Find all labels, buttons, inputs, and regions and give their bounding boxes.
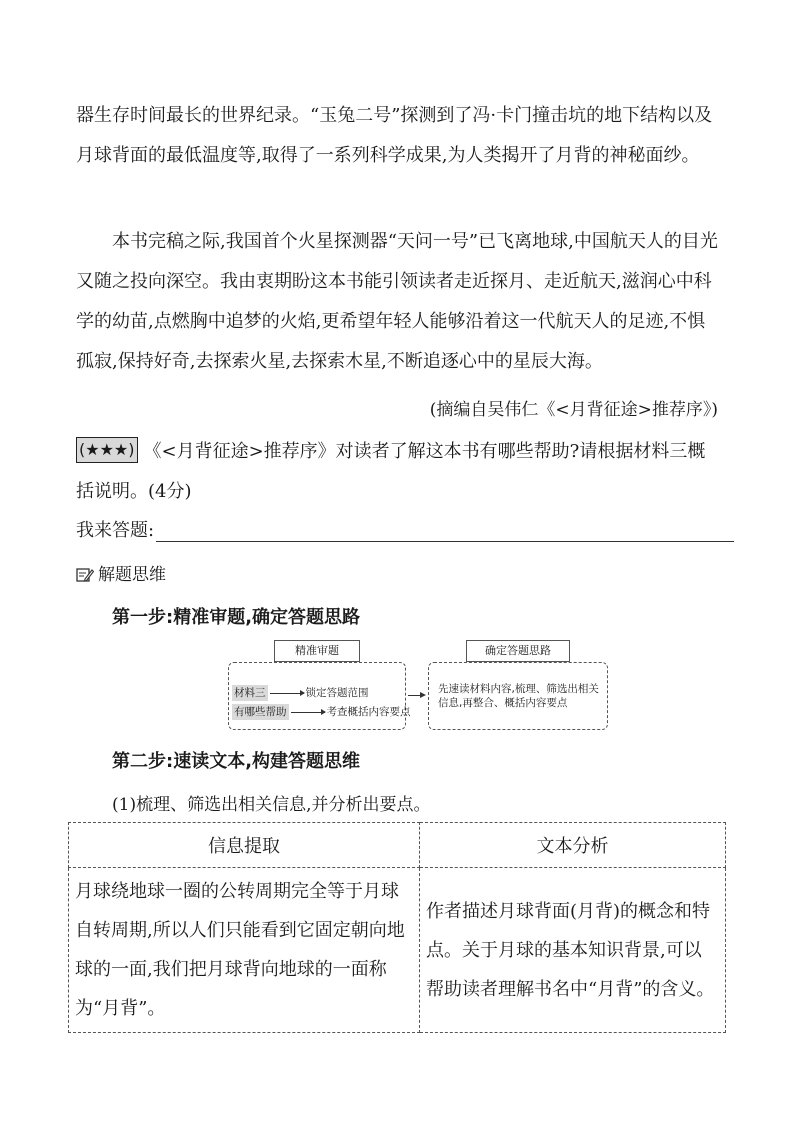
table-cell-analysis: 作者描述月球背面(月背)的概念和特点。关于月球的基本知识背景,可以帮助读者理解书名中“月背”的含义。: [420, 868, 726, 1033]
table-header-analysis: 文本分析: [420, 823, 726, 868]
arrow-right-icon: [270, 693, 304, 694]
approach-box-title: 确定答题思路: [466, 640, 570, 662]
row2-text: 考查概括内容要点: [326, 706, 411, 718]
answer-area[interactable]: [76, 516, 734, 546]
row2-tag: 有哪些帮助: [234, 706, 287, 718]
answer-approach-diagram: [228, 640, 608, 732]
answer-label: 我来答题:: [76, 520, 155, 541]
question: [76, 432, 720, 512]
body-paragraph-1: 器生存时间最长的世界纪录。“玉兔二号”探测到了冯·卡门撞击坑的地下结构以及月球背面的最低温度等,取得了一系列科学成果,为人类揭开了月背的神秘面纱。: [76, 105, 713, 166]
step2-subtitle: (1)梳理、筛选出相关信息,并分析出要点。: [112, 795, 431, 815]
thinking-section-header: [76, 560, 166, 590]
row1-text: 锁定答题范围: [305, 687, 369, 699]
table-header-row: [69, 823, 726, 868]
table-cell-info: 月球绕地球一圈的公转周期完全等于月球自转周期,所以人们只能看到它固定朝向地球的一面,我们把月球背向地球的一面称为“月背”。: [69, 868, 420, 1033]
answer-underline: [156, 541, 734, 542]
row1-tag: 材料三: [234, 687, 266, 699]
question-text: 《<月背征途>推荐序》对读者了解这本书有哪些帮助?请根据材料三概括说明。(4分): [76, 441, 706, 502]
source-citation: (摘编自吴伟仁《<月背征途>推荐序》): [429, 400, 718, 420]
analysis-table: [68, 822, 726, 1033]
approach-box-text: 先速读材料内容,梳理、筛选出相关信息,再整合、概括内容要点: [438, 683, 599, 709]
thinking-title: 解题思维: [98, 565, 166, 585]
analysis-row-2: [232, 704, 411, 720]
table-row: [69, 868, 726, 1033]
step1-title: 第一步:精准审题,确定答题思路: [112, 607, 361, 628]
difficulty-stars: (★★★): [76, 437, 138, 463]
table-header-info: 信息提取: [69, 823, 420, 868]
analysis-row-1: [232, 685, 369, 701]
connector-arrow-icon: [408, 695, 424, 696]
analysis-box-title: 精准审题: [274, 640, 360, 662]
step2-title: 第二步:速读文本,构建答题思维: [112, 751, 361, 772]
body-paragraph-2: 本书完稿之际,我国首个火星探测器“天问一号”已飞离地球,中国航天人的目光又随之投向深空。我由衷期盼这本书能引领读者走近探月、走近航天,滋润心中科学的幼苗,点燃胸中追梦的火焰,更希望年轻人能够沿着这一代航天人的足迹,不惧孤寂,保持好奇,去探索火星,去探索木星,不断追逐心中的星辰大海。: [76, 231, 718, 372]
pencil-note-icon: [76, 567, 94, 583]
arrow-right-icon: [291, 712, 325, 713]
